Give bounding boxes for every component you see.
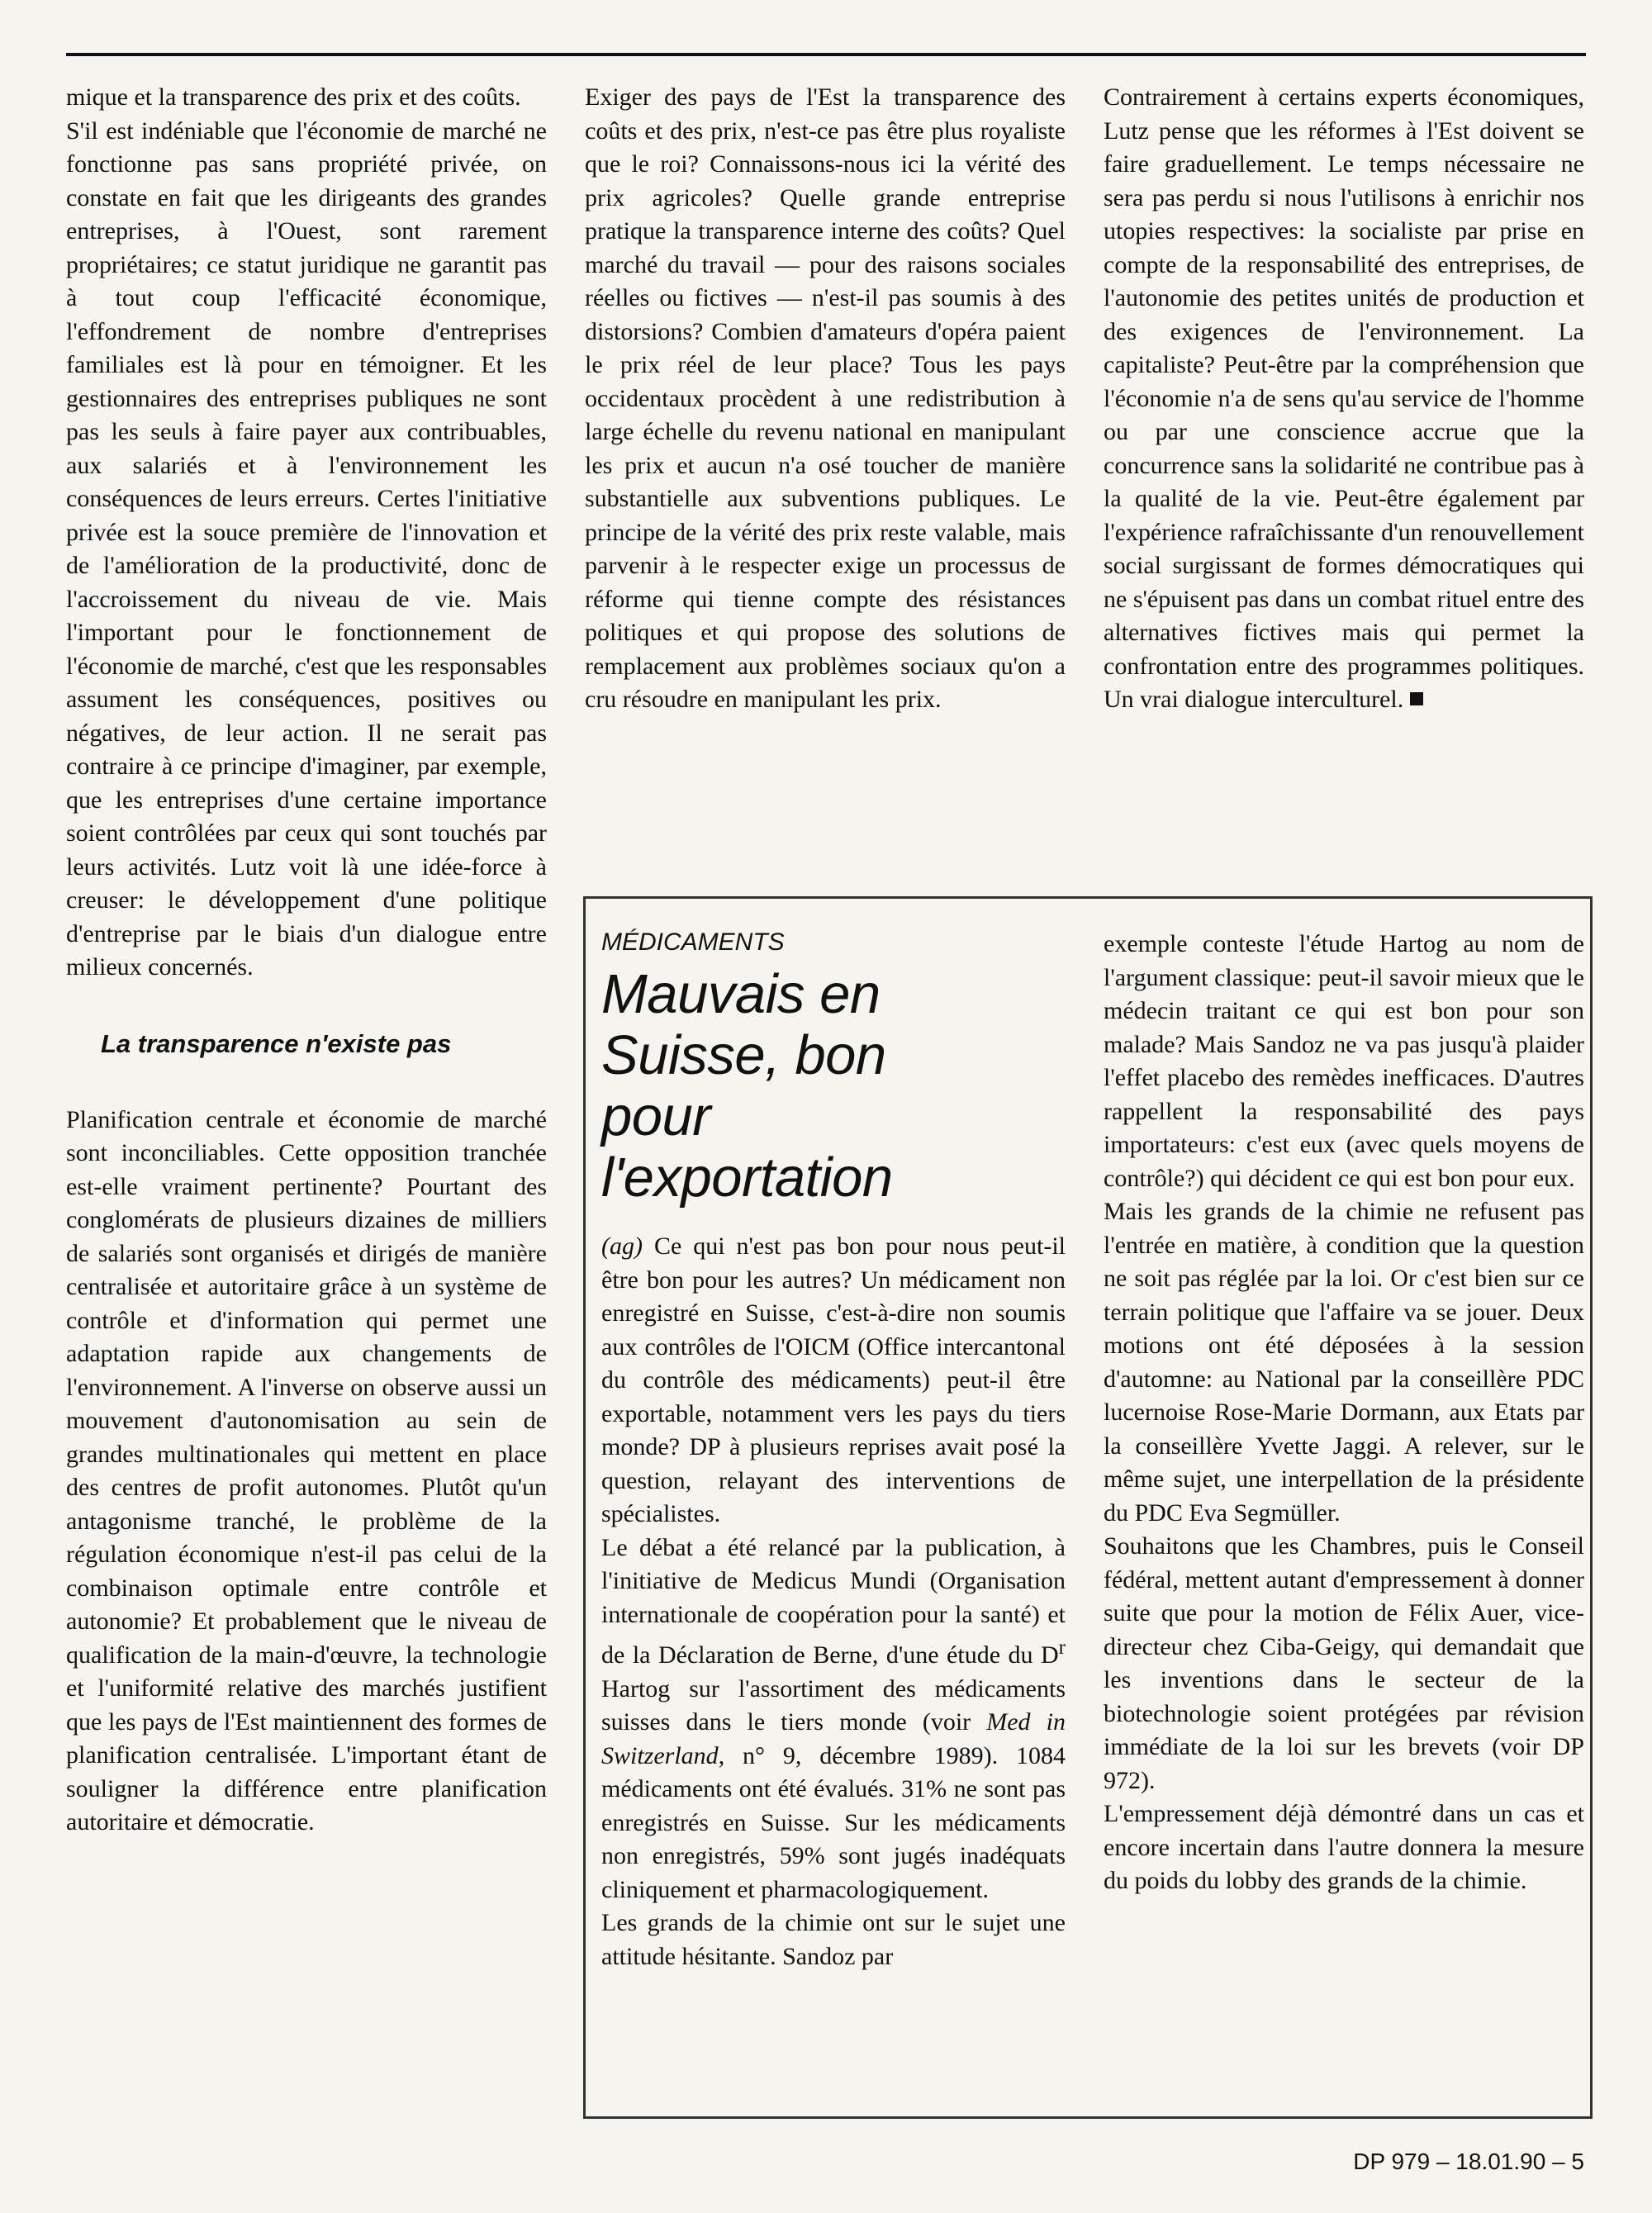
section-subheading: La transparence n'existe pas [101,1028,452,1058]
sidebar-column-2 [1104,928,1584,1898]
headline-line: pour [601,1085,711,1147]
author-initials: (ag) [601,1232,643,1260]
paragraph: Le débat a été relancé par la publication, à l'initiative de Medicus Mundi (Organisation internationale de coopération pour la santé) et de la Déclaration de Berne, d'une étude du $D^r$ Hartog sur l'assortiment des médicaments suisses dans le tiers monde (voir Med in Switzerland, n° 9, décembre 1989). 1084 médicaments ont été évalués. 31% ne sont pas enregistrés en Suisse. Sur les médicaments non enregistrés, 59% sont jugés inadéquats cliniquement et pharmacologiquement. [601,1533,1066,1903]
paragraph: Planification centrale et économie de marché sont inconciliables. Cette opposition tranchée est-elle vraiment pertinente? Pourtant des conglomérats de plusieurs dizaines de milliers de salariés sont organisés et dirigés de manière centralisée et autoritaire grâce à un système de contrôle et d'information qui permet une adaptation rapide aux changements de l'environnement. A l'inverse on observe aussi un mouvement d'autonomisation au sein de grandes multinationales qui mettent en place des centres de profit autonomes. Plutôt qu'un antagonisme tranché, le problème de la régulation économique n'est-il pas celui de la combinaison optimale entre contrôle et autonomie? Et probablement que le niveau de qualification de la main-d'œuvre, la technologie et l'uniformité relative des marchés justifient que les pays de l'Est maintiennent des formes de planification centralisée. L'important étant de souligner la différence entre planification autoritaire et démocratie. [66,1105,547,1835]
paragraph: (ag) Ce qui n'est pas bon pour nous peut-il être bon pour les autres? Un médicament non enregistré en Suisse, c'est-à-dire non soumis aux contrôles de l'OICM (Office intercantonal du contrôle des médicaments) peut-il être exportable, notamment vers les pays du tiers monde? DP à plusieurs reprises avait posé la question, relayant des interventions de spécialistes. [601,1232,1066,1527]
paragraph: exemple conteste l'étude Hartog au nom de l'argument classique: peut-il savoir mieux que le médecin traitant ce qui est bon pour son malade? Mais Sandoz ne va pas jusqu'à plaider l'effet placebo des remèdes inefficaces. D'autres rappellent la responsabilité des pays importateurs: c'est eux (avec quels moyens de contrôle?) qui décident ce qui est bon pour eux. [1104,930,1584,1192]
headline-line: l'exportation [601,1147,893,1209]
paragraph [1104,81,1584,717]
end-of-article-mark [1410,692,1423,705]
sidebar-headline [601,964,1066,1209]
paragraph: S'il est indéniable que l'économie de marché ne fonctionne pas sans propriété privée, on constate en fait que les dirigeants des grandes entreprises, à l'Ouest, sont rarement propriétaires; ce statut juridique ne garantit pas à tout coup l'efficacité économique, l'effondrement de nombre d'entreprises familiales est là pour en témoigner. Et les gestionnaires des entreprises publiques ne sont pas les seuls à faire payer aux contribuables, aux salariés et à l'environnement les conséquences de leurs erreurs. Certes l'initiative privée est la souce première de l'innovation et de l'amélioration de la productivité, donc de l'accroissement du niveau de vie. Mais l'important pour le fonctionnement de l'économie de marché, c'est que les responsables assument les conséquences, positives ou négatives, de leur action. Il ne serait pas contraire à ce principe d'imaginer, par exemple, que les entreprises d'une certaine importance soient contrôlées par ceux qui sont touchés par leurs activités. Lutz voit là une idée-force à creuser: le développement d'une politique d'entreprise par le biais d'un dialogue entre milieux concernés. [66,116,547,981]
article-column-1 [66,81,547,1840]
headline-line: Mauvais en [601,963,881,1025]
headline-line: Suisse, bon [601,1024,886,1086]
paragraph: Souhaitons que les Chambres, puis le Conseil fédéral, mettent autant d'empressement à donner suite que pour la motion de Félix Auer, vice-directeur chez Ciba-Geigy, qui demandait que les inventions dans le secteur de la biotechnologie soient protégées par révision immédiate de la loi sur les brevets (voir DP 972). [1104,1532,1584,1794]
paragraph: mique et la transparence des prix et des coûts. [66,83,521,111]
article-column-3 [1104,81,1584,717]
sidebar-column-1 [601,928,1066,1973]
article-column-2 [585,81,1066,717]
paragraph-text: Contrairement à certains experts économiques, Lutz pense que les réformes à l'Est doivent se faire graduellement. Le temps nécessaire ne sera pas perdu si nous l'utilisons à enrichir nos utopies respectives: la socialiste par prise en compte de la responsabilité des entreprises, de l'autonomie des petites unités de production et des exigences de l'environnement. La capitaliste? Peut-être par la compréhension que l'économie n'a de sens qu'au service de l'homme ou par une conscience accrue que la concurrence sans la solidarité ne contribue pas à la qualité de la vie. Peut-être également par l'expérience rafraîchissante d'un renouvellement social surgissant de formes démocratiques qui ne s'épuisent pas dans un combat rituel entre des alternatives fictives mais qui permet la confrontation entre des programmes politiques. Un vrai dialogue interculturel. [1104,83,1584,713]
sidebar-kicker: MÉDICAMENTS [601,928,785,956]
page-folio: DP 979 – 18.01.90 – 5 [1353,2149,1584,2174]
paragraph: L'empressement déjà démontré dans un cas et encore incertain dans l'autre donnera la mesure du poids du lobby des grands de la chimie. [1104,1800,1584,1894]
paragraph: Exiger des pays de l'Est la transparence des coûts et des prix, n'est-ce pas être plus royaliste que le roi? Connaissons-nous ici la vérité des prix agricoles? Quelle grande entreprise pratique la transparence interne des coûts? Quel marché du travail — pour des raisons sociales réelles ou fictives — n'est-il pas soumis à des distorsions? Combien d'amateurs d'opéra paient le prix réel de leur place? Tous les pays occidentaux procèdent à une redistribution à large échelle du revenu national en manipulant les prix et aucun n'a osé toucher de manière substantielle aux subventions publiques. Le principe de la vérité des prix reste valable, mais parvenir à le respecter exige un processus de réforme qui tienne compte des résistances politiques et qui propose des solutions de remplacement aux problèmes sociaux qu'on a cru résoudre en manipulant les prix. [585,83,1066,713]
top-rule [66,53,1586,56]
publication-title: Med in Switzerland [601,1708,1066,1769]
paragraph: Mais les grands de la chimie ne refusent pas l'entrée en matière, à condition que la question ne soit pas réglée par la loi. Or c'est bien sur ce terrain politique que l'affaire va se jouer. Deux motions ont été déposées à la session d'automne: au National par la conseillère PDC lucernoise Rose-Marie Dormann, aux Etats par la conseillère Yvette Jaggi. A relever, sur le même sujet, une interpellation de la présidente du PDC Eva Segmüller. [1104,1198,1584,1527]
paragraph: Les grands de la chimie ont sur le sujet une attitude hésitante. Sandoz par [601,1909,1066,1970]
